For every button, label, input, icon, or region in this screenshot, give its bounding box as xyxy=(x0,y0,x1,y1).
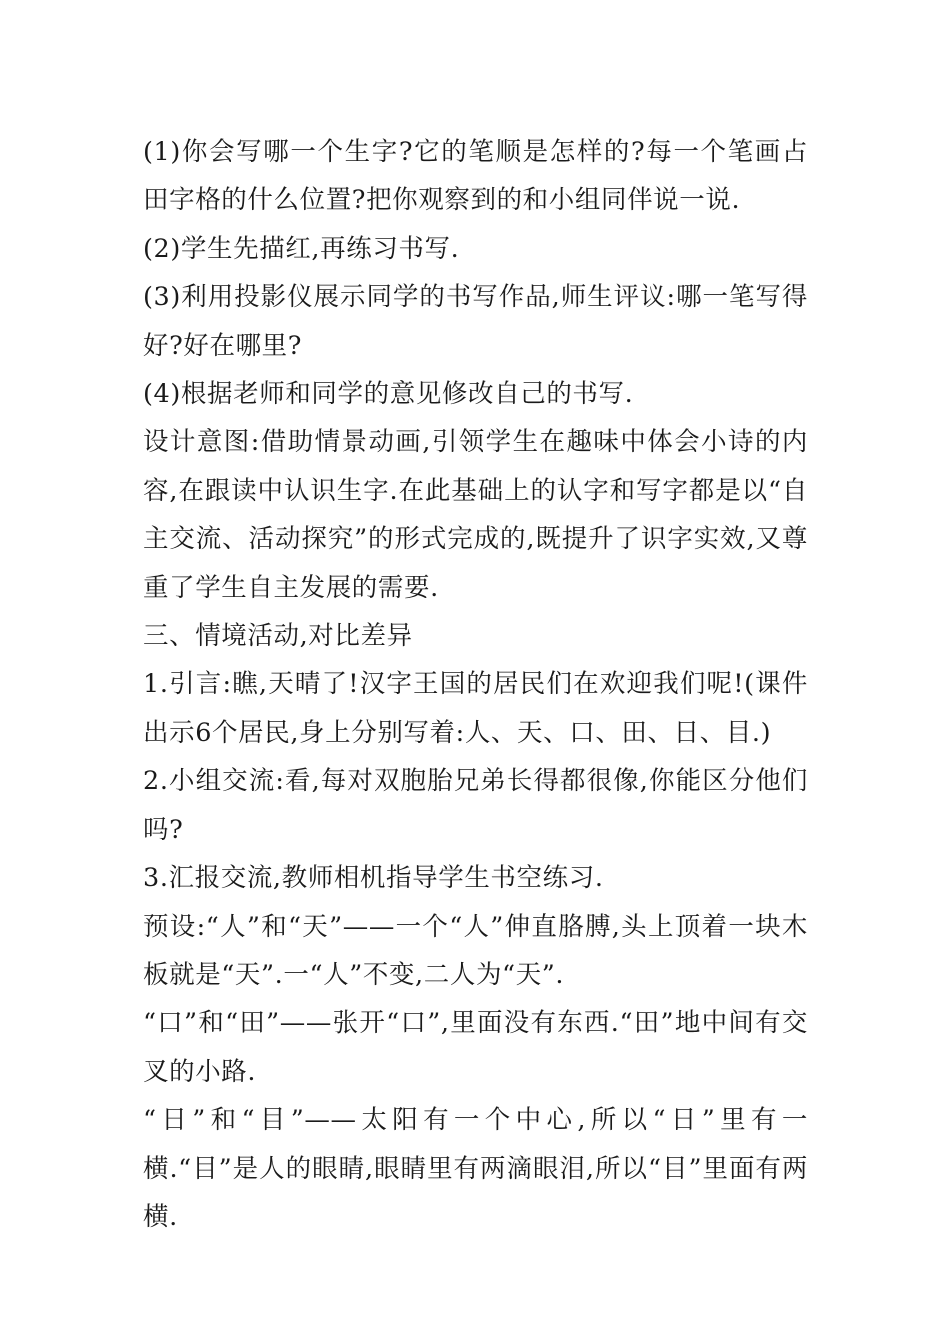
paragraph-step-1: (1)你会写哪一个生字?它的笔顺是怎样的?每一个笔画占田字格的什么位置?把你观察到的和小组同伴说一说. xyxy=(143,137,808,216)
document-body xyxy=(143,128,808,1241)
paragraph-step-4: (4)根据老师和同学的意见修改自己的书写. xyxy=(143,379,634,410)
paragraph-group-discussion: 2.小组交流:看,每对双胞胎兄弟长得都很像,你能区分他们吗? xyxy=(143,766,808,845)
paragraph-ri-mu: “日”和“目”——太阳有一个中心,所以“日”里有一横.“目”是人的眼睛,眼睛里有两滴眼泪,所以“目”里面有两横. xyxy=(143,1105,808,1232)
paragraph-preset-ren-tian: 预设:“人”和“天”——一个“人”伸直胳膊,头上顶着一块木板就是“天”.一“人”不变,二人为“天”. xyxy=(143,911,808,990)
paragraph-introduction: 1.引言:瞧,天晴了!汉字王国的居民们在欢迎我们呢!(课件出示6个居民,身上分别写着:人、天、口、田、日、目.) xyxy=(143,669,808,748)
paragraph-step-3: (3)利用投影仪展示同学的书写作品,师生评议:哪一笔写得好?好在哪里? xyxy=(143,282,808,361)
paragraph-design-intent: 设计意图:借助情景动画,引领学生在趣味中体会小诗的内容,在跟读中认识生字.在此基础上的认字和写字都是以“自主交流、活动探究”的形式完成的,既提升了识字实效,又尊重了学生自主发展的需要. xyxy=(143,427,808,603)
paragraph-kou-tian: “口”和“田”——张开“口”,里面没有东西.“田”地中间有交叉的小路. xyxy=(143,1008,808,1087)
paragraph-step-2: (2)学生先描红,再练习书写. xyxy=(143,233,460,264)
section-heading: 三、情境活动,对比差异 xyxy=(143,621,413,652)
paragraph-report-exchange: 3.汇报交流,教师相机指导学生书空练习. xyxy=(143,863,604,894)
